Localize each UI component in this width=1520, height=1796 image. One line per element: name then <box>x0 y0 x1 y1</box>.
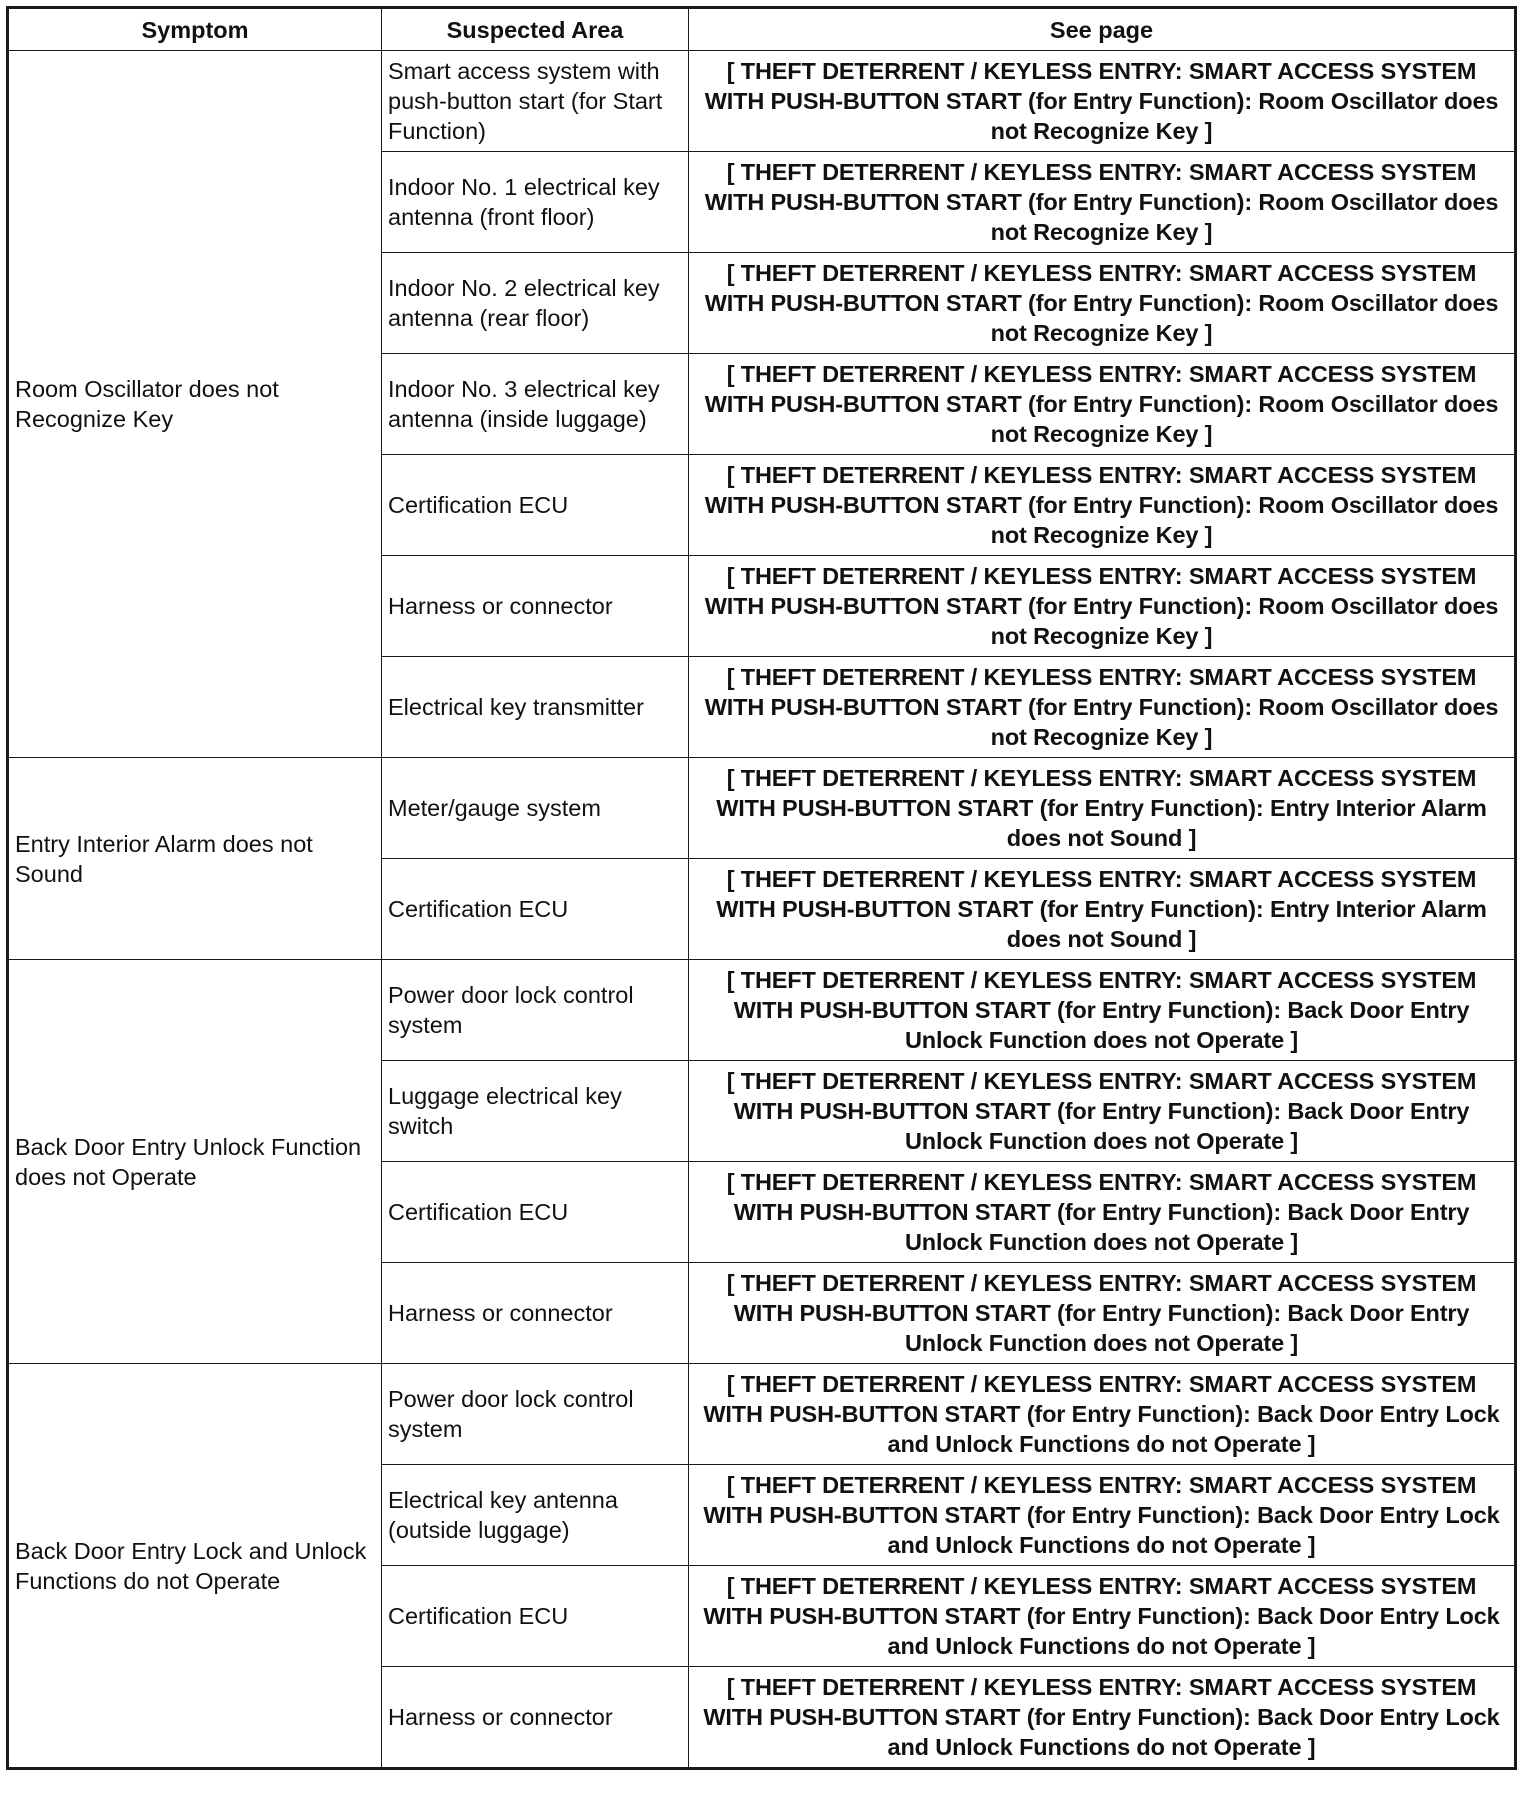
suspected-area-cell: Indoor No. 1 electrical key antenna (front floor) <box>382 152 689 253</box>
suspected-area-cell: Luggage electrical key switch <box>382 1061 689 1162</box>
symptom-cell: Back Door Entry Lock and Unlock Functions do not Operate <box>8 1364 382 1769</box>
document-page <box>6 6 1514 1770</box>
see-page-reference[interactable]: [ THEFT DETERRENT / KEYLESS ENTRY: SMART ACCESS SYSTEM WITH PUSH-BUTTON START (for Entry Function): Back Door Entry Unlock Function does not Operate ] <box>689 960 1516 1061</box>
suspected-area-cell: Indoor No. 3 electrical key antenna (inside luggage) <box>382 354 689 455</box>
see-page-reference[interactable]: [ THEFT DETERRENT / KEYLESS ENTRY: SMART ACCESS SYSTEM WITH PUSH-BUTTON START (for Entry Function): Back Door Entry Lock and Unlock Functions do not Operate ] <box>689 1566 1516 1667</box>
suspected-area-cell: Indoor No. 2 electrical key antenna (rear floor) <box>382 253 689 354</box>
see-page-reference[interactable]: [ THEFT DETERRENT / KEYLESS ENTRY: SMART ACCESS SYSTEM WITH PUSH-BUTTON START (for Entry Function): Room Oscillator does not Recognize Key ] <box>689 556 1516 657</box>
column-header-see-page: See page <box>689 8 1516 51</box>
suspected-area-cell: Certification ECU <box>382 1566 689 1667</box>
see-page-reference[interactable]: [ THEFT DETERRENT / KEYLESS ENTRY: SMART ACCESS SYSTEM WITH PUSH-BUTTON START (for Entry Function): Room Oscillator does not Recognize Key ] <box>689 455 1516 556</box>
suspected-area-cell: Certification ECU <box>382 859 689 960</box>
suspected-area-cell: Meter/gauge system <box>382 758 689 859</box>
see-page-reference[interactable]: [ THEFT DETERRENT / KEYLESS ENTRY: SMART ACCESS SYSTEM WITH PUSH-BUTTON START (for Entry Function): Room Oscillator does not Recognize Key ] <box>689 657 1516 758</box>
table-header-row <box>8 8 1516 51</box>
see-page-reference[interactable]: [ THEFT DETERRENT / KEYLESS ENTRY: SMART ACCESS SYSTEM WITH PUSH-BUTTON START (for Entry Function): Room Oscillator does not Recognize Key ] <box>689 253 1516 354</box>
suspected-area-cell: Certification ECU <box>382 455 689 556</box>
see-page-reference[interactable]: [ THEFT DETERRENT / KEYLESS ENTRY: SMART ACCESS SYSTEM WITH PUSH-BUTTON START (for Entry Function): Back Door Entry Lock and Unlock Functions do not Operate ] <box>689 1364 1516 1465</box>
table-row <box>8 758 1516 859</box>
see-page-reference[interactable]: [ THEFT DETERRENT / KEYLESS ENTRY: SMART ACCESS SYSTEM WITH PUSH-BUTTON START (for Entry Function): Back Door Entry Lock and Unlock Functions do not Operate ] <box>689 1667 1516 1769</box>
table-row <box>8 960 1516 1061</box>
suspected-area-cell: Certification ECU <box>382 1162 689 1263</box>
see-page-reference[interactable]: [ THEFT DETERRENT / KEYLESS ENTRY: SMART ACCESS SYSTEM WITH PUSH-BUTTON START (for Entry Function): Back Door Entry Lock and Unlock Functions do not Operate ] <box>689 1465 1516 1566</box>
problem-symptoms-table <box>6 6 1517 1770</box>
suspected-area-cell: Power door lock control system <box>382 960 689 1061</box>
see-page-reference[interactable]: [ THEFT DETERRENT / KEYLESS ENTRY: SMART ACCESS SYSTEM WITH PUSH-BUTTON START (for Entry Function): Back Door Entry Unlock Function does not Operate ] <box>689 1263 1516 1364</box>
symptom-cell: Entry Interior Alarm does not Sound <box>8 758 382 960</box>
suspected-area-cell: Smart access system with push-button start (for Start Function) <box>382 51 689 152</box>
table-row <box>8 51 1516 152</box>
column-header-suspected-area: Suspected Area <box>382 8 689 51</box>
see-page-reference[interactable]: [ THEFT DETERRENT / KEYLESS ENTRY: SMART ACCESS SYSTEM WITH PUSH-BUTTON START (for Entry Function): Back Door Entry Unlock Function does not Operate ] <box>689 1061 1516 1162</box>
table-row <box>8 1364 1516 1465</box>
see-page-reference[interactable]: [ THEFT DETERRENT / KEYLESS ENTRY: SMART ACCESS SYSTEM WITH PUSH-BUTTON START (for Entry Function): Room Oscillator does not Recognize Key ] <box>689 354 1516 455</box>
suspected-area-cell: Harness or connector <box>382 1263 689 1364</box>
see-page-reference[interactable]: [ THEFT DETERRENT / KEYLESS ENTRY: SMART ACCESS SYSTEM WITH PUSH-BUTTON START (for Entry Function): Room Oscillator does not Recognize Key ] <box>689 152 1516 253</box>
column-header-symptom: Symptom <box>8 8 382 51</box>
symptom-cell: Room Oscillator does not Recognize Key <box>8 51 382 758</box>
suspected-area-cell: Electrical key antenna (outside luggage) <box>382 1465 689 1566</box>
symptom-cell: Back Door Entry Unlock Function does not Operate <box>8 960 382 1364</box>
see-page-reference[interactable]: [ THEFT DETERRENT / KEYLESS ENTRY: SMART ACCESS SYSTEM WITH PUSH-BUTTON START (for Entry Function): Room Oscillator does not Recognize Key ] <box>689 51 1516 152</box>
see-page-reference[interactable]: [ THEFT DETERRENT / KEYLESS ENTRY: SMART ACCESS SYSTEM WITH PUSH-BUTTON START (for Entry Function): Entry Interior Alarm does not Sound ] <box>689 758 1516 859</box>
see-page-reference[interactable]: [ THEFT DETERRENT / KEYLESS ENTRY: SMART ACCESS SYSTEM WITH PUSH-BUTTON START (for Entry Function): Back Door Entry Unlock Function does not Operate ] <box>689 1162 1516 1263</box>
suspected-area-cell: Electrical key transmitter <box>382 657 689 758</box>
suspected-area-cell: Power door lock control system <box>382 1364 689 1465</box>
see-page-reference[interactable]: [ THEFT DETERRENT / KEYLESS ENTRY: SMART ACCESS SYSTEM WITH PUSH-BUTTON START (for Entry Function): Entry Interior Alarm does not Sound ] <box>689 859 1516 960</box>
suspected-area-cell: Harness or connector <box>382 1667 689 1769</box>
suspected-area-cell: Harness or connector <box>382 556 689 657</box>
